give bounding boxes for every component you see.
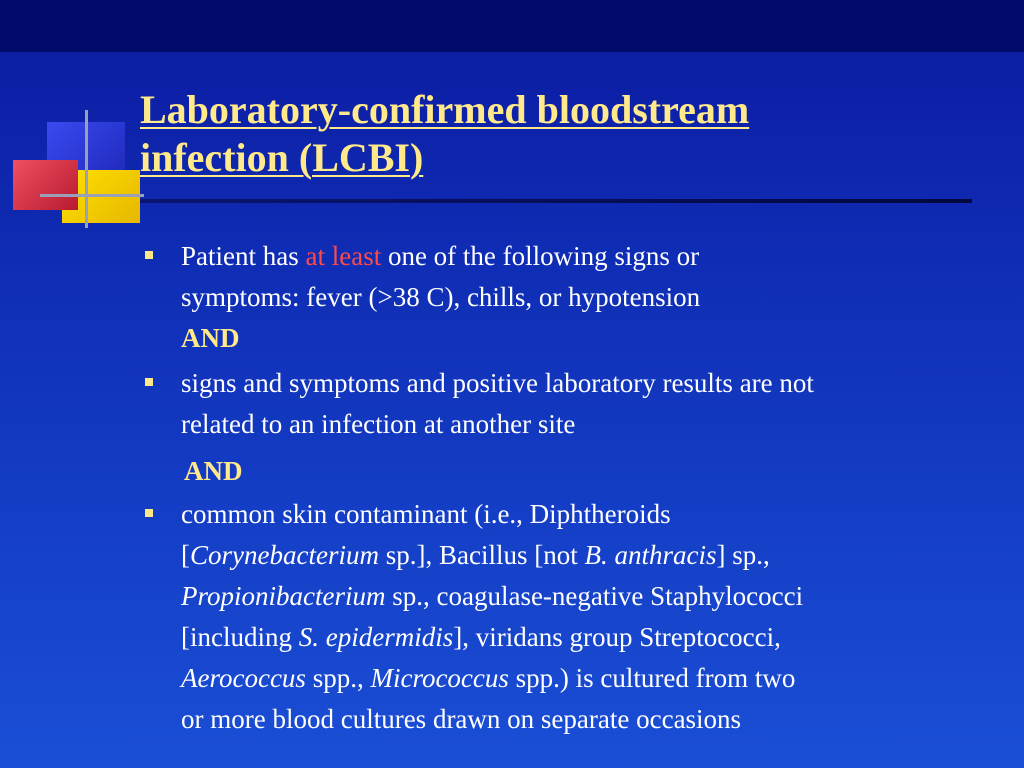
bullet-text — [181, 494, 1000, 740]
italic-term: Propionibacterium — [181, 581, 386, 611]
text-run: [including — [181, 622, 299, 652]
bullet-text — [181, 363, 1000, 445]
bullet-text — [181, 236, 1000, 359]
text-run: ], viridans group Streptococci, — [453, 622, 781, 652]
text-run: spp., — [305, 663, 371, 693]
text-run: [ — [181, 540, 190, 570]
highlight-text: at least — [305, 241, 382, 271]
text-run: Patient has — [181, 241, 306, 271]
and-connector: AND — [181, 323, 240, 353]
square-bullet-icon — [145, 251, 153, 259]
text-run: sp., coagulase-negative Staphylococci — [385, 581, 804, 611]
italic-term: B. anthracis — [584, 540, 717, 570]
text-run: one of the following signs or — [381, 241, 700, 271]
bullet-3-line-5 — [181, 658, 1000, 699]
bullet-3-line-4 — [181, 617, 1000, 658]
italic-term: Aerococcus — [181, 663, 306, 693]
bullet-3-line-1: common skin contaminant (i.e., Diphtheroids — [181, 499, 671, 529]
square-bullet-icon — [145, 378, 153, 386]
bullet-1-line-2: symptoms: fever (>38 C), chills, or hypotension — [181, 282, 701, 312]
bullet-item-2 — [140, 363, 1000, 445]
bullet-2-line-2: related to an infection at another site — [181, 409, 576, 439]
italic-term: Corynebacterium — [190, 540, 379, 570]
italic-term: S. epidermidis — [298, 622, 454, 652]
bullet-2-line-1: signs and symptoms and positive laboratory results are not — [181, 368, 814, 398]
slide-body — [140, 236, 1000, 740]
vertical-line — [85, 110, 88, 228]
bullet-3-line-3 — [181, 576, 1000, 617]
bullet-3-line-2 — [181, 535, 1000, 576]
red-block — [13, 160, 78, 210]
bullet-item-3 — [140, 494, 1000, 740]
bullet-1-line-1 — [181, 236, 1000, 277]
text-run: ] sp., — [716, 540, 770, 570]
top-band — [0, 0, 1024, 52]
title-divider — [140, 199, 972, 203]
title-line-1: Laboratory-confirmed bloodstream — [140, 87, 750, 132]
bullet-3-line-6: or more blood cultures drawn on separate occasions — [181, 704, 742, 734]
text-run: spp.) is cultured from two — [508, 663, 796, 693]
italic-term: Micrococcus — [370, 663, 509, 693]
title-line-2: infection (LCBI) — [140, 135, 424, 180]
slide-title — [140, 86, 960, 182]
and-connector-standalone: AND — [184, 456, 243, 486]
bullet-item-1 — [140, 236, 1000, 359]
text-run: sp.], Bacillus [not — [378, 540, 585, 570]
horizontal-line — [40, 194, 144, 197]
square-bullet-icon — [145, 509, 153, 517]
